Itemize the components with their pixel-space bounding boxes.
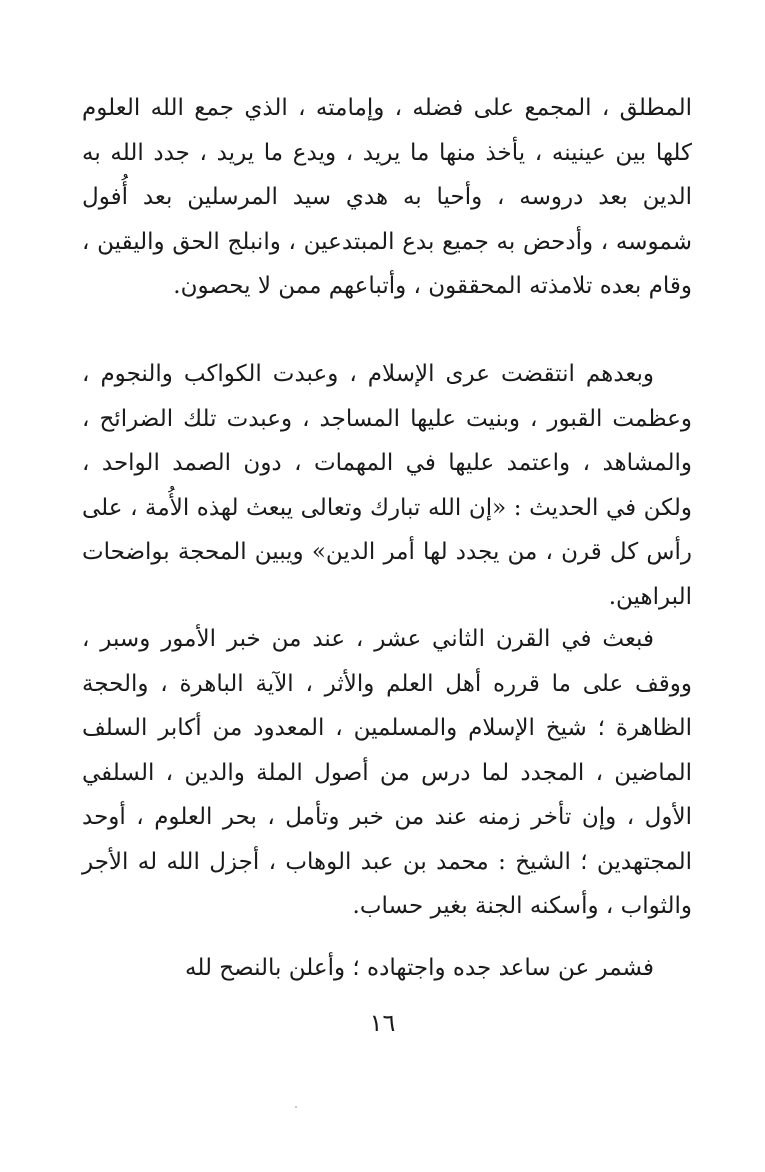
scan-speck xyxy=(295,1106,297,1108)
page-number: ١٦ xyxy=(369,1009,396,1037)
paragraph-4-text: فشمر عن ساعد جده واجتهاده ؛ وأعلن بالنصح لله xyxy=(185,955,654,981)
paragraph-2-text: وبعدهم انتقضت عرى الإسلام ، وعبدت الكواكب والنجوم ، وعظمت القبور ، وبنيت عليها المساجد ، وعبدت تلك الضرائح ، والمشاهد ، واعتمد عليها في المهمات ، دون الصمد الواحد ، ولكن في الحديث : «إن الله تبارك وتعالى يبعث لهذه الأُمة ، على رأس كل قرن ، من يجدد لها أمر الدين» ويبين المحجة بواضحات البراهين. xyxy=(82,361,692,610)
paragraph-3-text: فبعث في القرن الثاني عشر ، عند من خبر الأمور وسبر ، ووقف على ما قرره أهل العلم والأثر ، الآية الباهرة ، والحجة الظاهرة ؛ شيخ الإسلام والمسلمين ، المعدود من أكابر السلف الماضين ، المجدد لما درس من أصول الملة والدين ، السلفي الأول ، وإن تأخر زمنه عند من خبر وتأمل ، بحر العلوم ، أوحد المجتهدين ؛ الشيخ : محمد بن عبد الوهاب ، أجزل الله له الأجر والثواب ، وأسكنه الجنة بغير حساب. xyxy=(82,626,692,919)
paragraph-1-text: المطلق ، المجمع على فضله ، وإمامته ، الذي جمع الله العلوم كلها بين عينينه ، يأخذ منها ما يريد ، ويدع ما يريد ، جدد الله به الدين بعد دروسه ، وأحيا به هدي سيد المرسلين بعد أُفول شموسه ، وأدحض به جميع بدع المبتدعين ، وانبلج الحق واليقين ، وقام بعده تلامذته المحققون ، وأتباعهم ممن لا يحصون. xyxy=(82,95,692,299)
paragraph-2 xyxy=(82,352,692,619)
paragraph-3 xyxy=(82,617,692,929)
paragraph-continuation xyxy=(82,86,692,309)
paragraph-4 xyxy=(82,946,692,991)
